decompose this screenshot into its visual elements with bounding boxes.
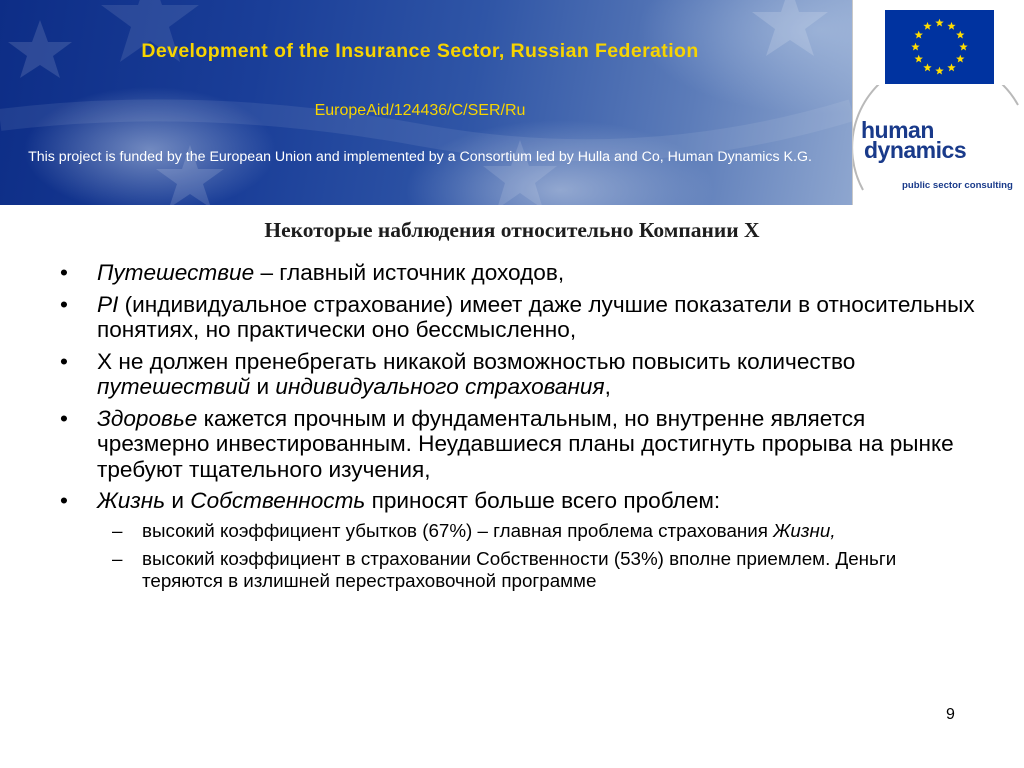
bullet-marker: • (60, 348, 68, 374)
emphasis-text: Здоровье (97, 405, 198, 431)
sub-bullet-marker: – (112, 548, 123, 569)
sub-bullet-text: высокий коэффициент в страховании Собственности (53%) вполне приемлем. Деньги теряются в излишней перестраховочной программе (142, 548, 897, 591)
emphasis-text: Жизнь (97, 488, 166, 513)
project-title: Development of the Insurance Sector, Russian Federation (141, 40, 699, 62)
eu-star-icon (935, 67, 943, 75)
bullet-text: приносят больше всего проблем: (365, 488, 721, 513)
sub-bullet-item (60, 548, 980, 591)
sub-bullet-item (60, 520, 980, 542)
eu-star-icon (915, 55, 923, 63)
logo-word-human: human (861, 117, 934, 143)
funding-note: This project is funded by the European Union and implemented by a Consortium led by Hulla and Co, Human Dynamics K.G. (28, 149, 812, 165)
bullet-text: X не должен пренебрегать никакой возможностью повысить количество (97, 348, 856, 374)
eu-star-icon (923, 63, 931, 71)
eu-star-icon (911, 43, 919, 51)
emphasis-text: Жизни, (773, 519, 836, 541)
sub-bullet-marker: – (112, 519, 123, 541)
eu-star-icon (935, 19, 943, 27)
project-reference: EuropeAid/124436/C/SER/Ru (314, 102, 526, 119)
emphasis-text: Путешествие (97, 260, 255, 285)
human-dynamics-logo (861, 117, 1011, 163)
bullet-text: , (604, 374, 611, 399)
bullet-text: – главный источник доходов, (254, 260, 565, 285)
bullet-item (60, 406, 980, 483)
header-banner (0, 0, 852, 205)
bullet-item (60, 292, 980, 343)
emphasis-text: путешествий (97, 374, 251, 399)
bullet-text: и (250, 374, 276, 399)
sub-bullet-text: высокий коэффициент убытков (67%) – главная проблема страхования (142, 519, 774, 541)
bullet-marker: • (60, 488, 68, 513)
eu-star-icon (923, 22, 931, 30)
bullet-marker: • (60, 260, 68, 285)
eu-star-icon (947, 22, 955, 30)
logo-panel (852, 0, 1024, 205)
bullet-list (60, 260, 980, 598)
page-number: 9 (946, 706, 955, 723)
logo-tagline: public sector consulting (902, 180, 1013, 191)
bullet-text: (индивидуальное страхование) имеет даже лучшие показатели в относительных понятиях, но практически оно бессмысленно, (97, 291, 975, 342)
bullet-item (60, 260, 980, 286)
eu-star-icon (956, 31, 964, 39)
bullet-text: кажется прочным и фундаментальным, но внутренне является чрезмерно инвестированным. Неудавшиеся планы достигнуть прорыва на рынке требуют тщательного изучения, (97, 405, 954, 482)
eu-flag-icon (885, 10, 994, 84)
bullet-marker: • (60, 291, 68, 317)
bullet-marker: • (60, 405, 68, 431)
emphasis-text: PI (97, 291, 119, 317)
bullet-item (60, 488, 980, 514)
emphasis-text: индивидуального страхования (275, 374, 605, 399)
slide-title: Некоторые наблюдения относительно Компании X (264, 218, 760, 242)
eu-star-icon (947, 63, 955, 71)
bullet-item (60, 349, 980, 400)
eu-star-icon (915, 31, 923, 39)
eu-star-icon (956, 55, 964, 63)
logo-word-dynamics: dynamics (864, 137, 967, 163)
bullet-text: и (165, 488, 191, 513)
emphasis-text: Собственность (190, 488, 366, 513)
eu-star-icon (959, 43, 967, 51)
